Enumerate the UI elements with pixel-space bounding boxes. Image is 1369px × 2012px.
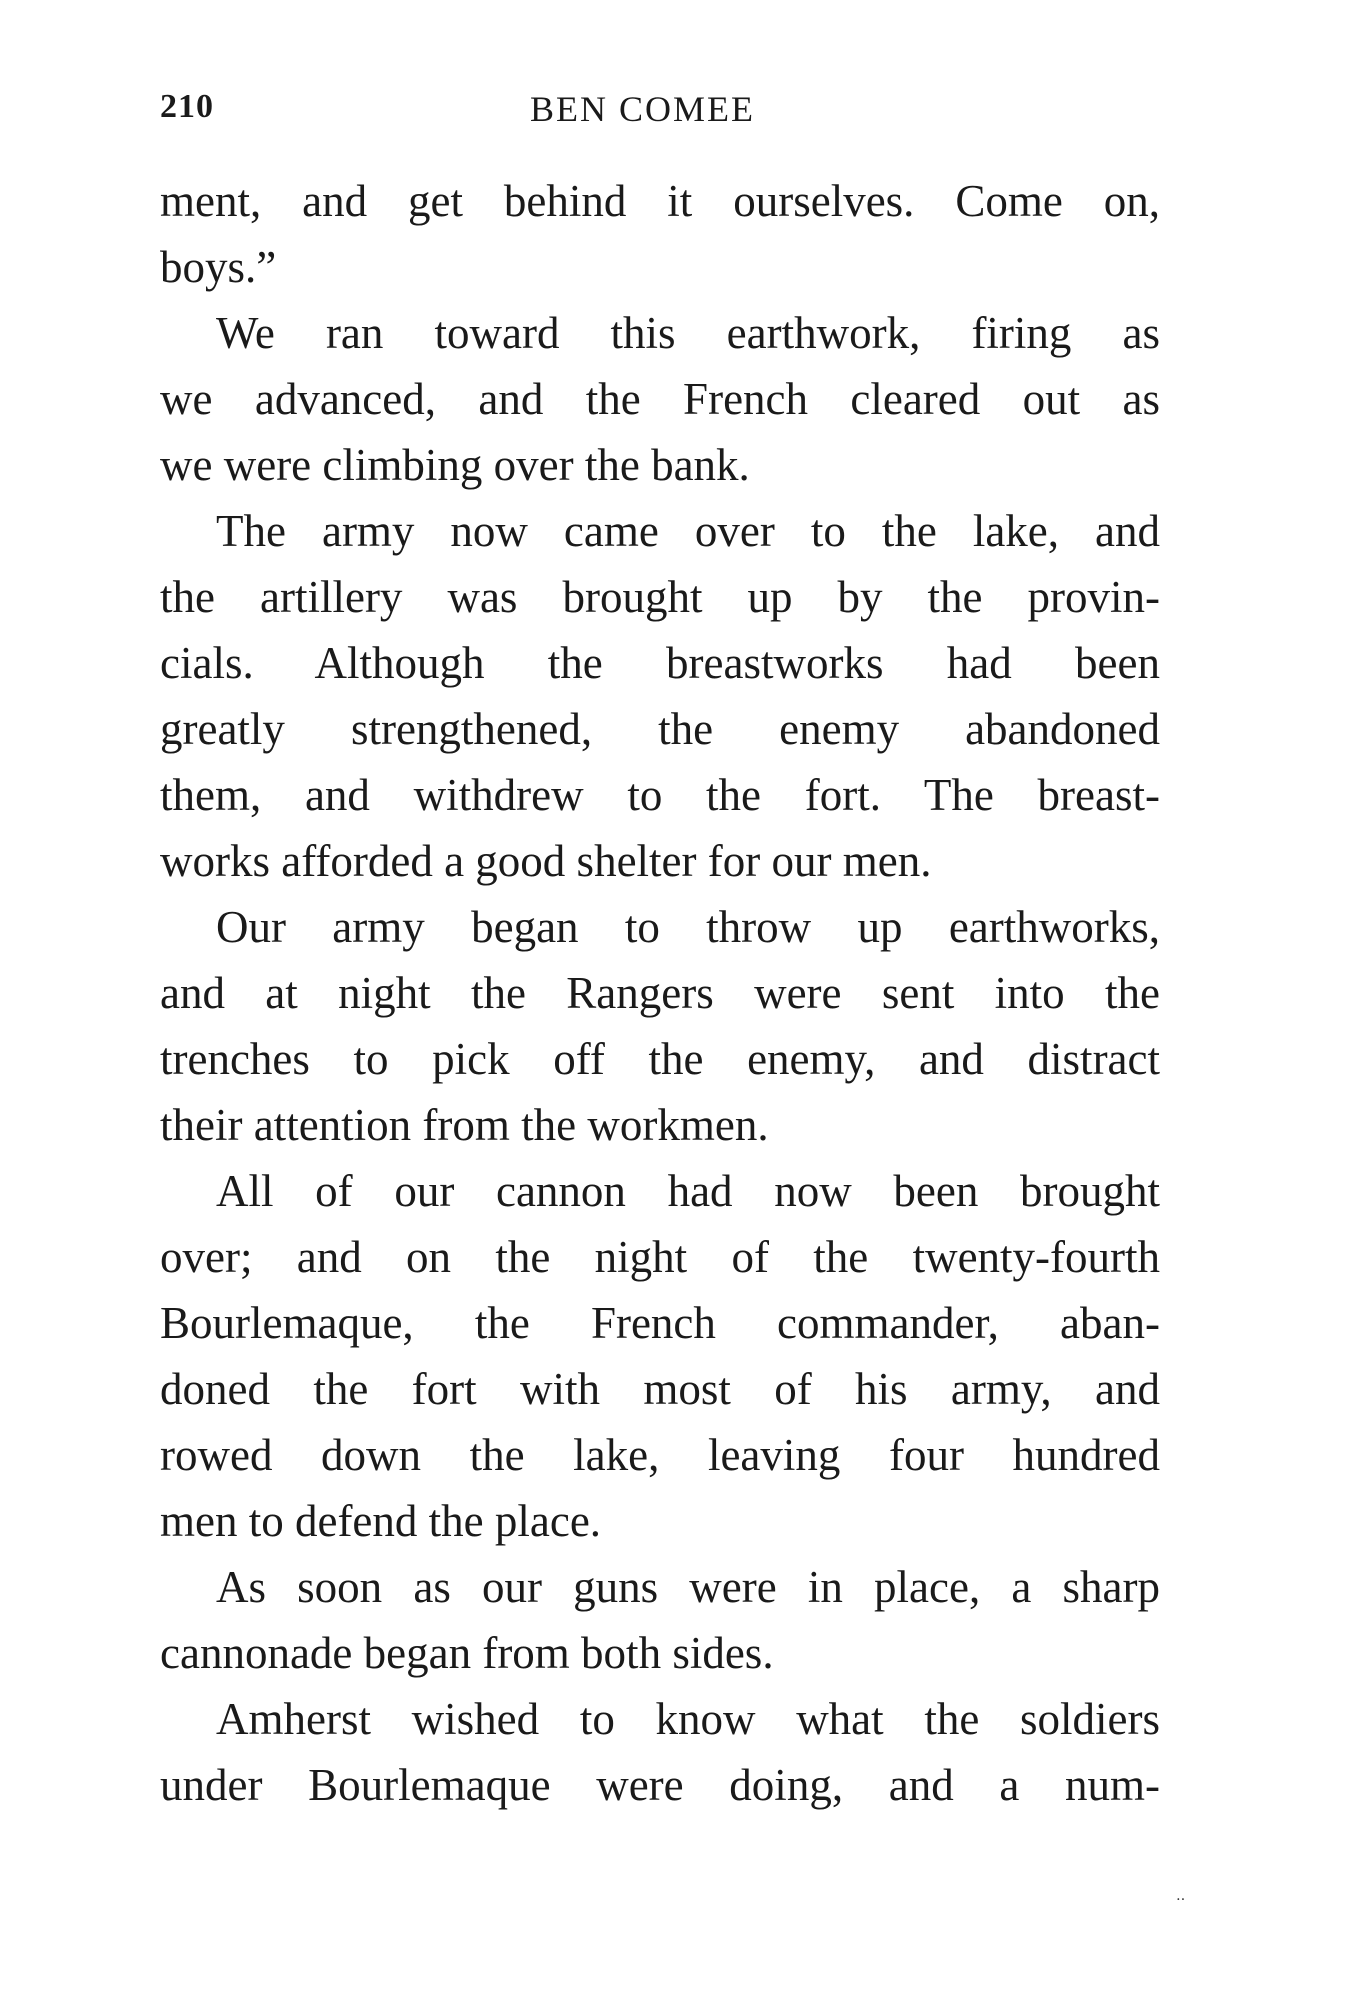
text-line: works afforded a good shelter for our men. — [160, 836, 932, 886]
text-line: boys.” — [160, 242, 277, 292]
text-line: Our army began to throw up earthworks, — [216, 902, 1160, 952]
text-line: them, and withdrew to the fort. The breast- — [160, 770, 1160, 820]
text-line: doned the fort with most of his army, and — [160, 1364, 1160, 1414]
page-number: 210 — [160, 88, 214, 125]
paragraph — [160, 300, 1160, 498]
text-line: over; and on the night of the twenty-fourth — [160, 1232, 1160, 1282]
text-line: We ran toward this earthwork, firing as — [216, 308, 1160, 358]
text-line: the artillery was brought up by the provin- — [160, 572, 1160, 622]
text-line: under Bourlemaque were doing, and a num- — [160, 1760, 1160, 1810]
paragraph — [160, 1686, 1160, 1818]
text-line: The army now came over to the lake, and — [216, 506, 1160, 556]
paragraph — [160, 894, 1160, 1158]
paragraph — [160, 1554, 1160, 1686]
page-header — [160, 88, 1160, 132]
text-line: cials. Although the breastworks had been — [160, 638, 1160, 688]
print-speck: ․․ — [1176, 1889, 1186, 1904]
paragraph — [160, 498, 1160, 894]
running-title: BEN COMEE — [530, 89, 755, 129]
text-line: we advanced, and the French cleared out as — [160, 374, 1160, 424]
text-line: Bourlemaque, the French commander, aban- — [160, 1298, 1160, 1348]
text-line: greatly strengthened, the enemy abandoned — [160, 704, 1160, 754]
text-line: Amherst wished to know what the soldiers — [216, 1694, 1160, 1744]
text-line: ment, and get behind it ourselves. Come on, — [160, 176, 1160, 226]
text-line: and at night the Rangers were sent into the — [160, 968, 1160, 1018]
text-line: trenches to pick off the enemy, and distract — [160, 1034, 1160, 1084]
paragraph — [160, 168, 1160, 300]
text-line: we were climbing over the bank. — [160, 440, 750, 490]
text-line: men to defend the place. — [160, 1496, 602, 1546]
body-text — [160, 168, 1160, 1818]
text-line: As soon as our guns were in place, a sharp — [216, 1562, 1160, 1612]
text-line: cannonade began from both sides. — [160, 1628, 774, 1678]
text-line: rowed down the lake, leaving four hundred — [160, 1430, 1160, 1480]
text-line: their attention from the workmen. — [160, 1100, 769, 1150]
paragraph — [160, 1158, 1160, 1554]
text-line: All of our cannon had now been brought — [216, 1166, 1160, 1216]
